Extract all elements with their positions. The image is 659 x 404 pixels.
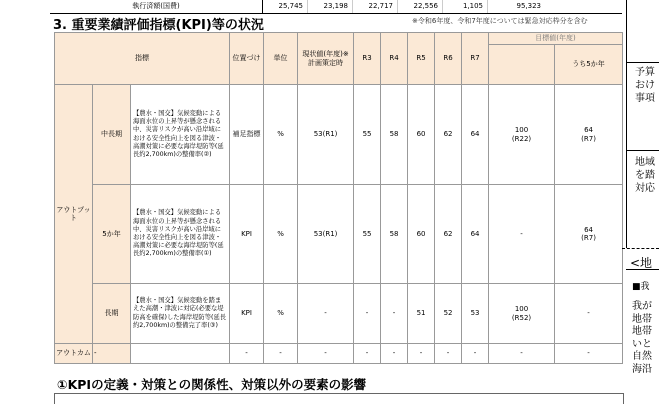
r6-cell: -	[435, 344, 462, 364]
kpi-definition-title: ①KPIの定義・対策との関係性、対策以外の要素の影響	[57, 377, 367, 392]
header-r4: R4	[381, 33, 408, 85]
five-year-cell: -	[555, 344, 623, 364]
expenditure-value: 23,198	[308, 0, 353, 13]
header-unit: 単位	[264, 33, 298, 85]
unit-cell: -	[264, 344, 298, 364]
expenditure-row	[50, 0, 622, 14]
expenditure-value: 1,105	[443, 0, 488, 13]
header-position: 位置づけ	[230, 33, 264, 85]
r7-cell: 64	[462, 85, 489, 185]
five-year-year: (R7)	[581, 134, 596, 143]
target-value: 100	[514, 126, 529, 134]
right-panel-heading-underline	[626, 269, 659, 270]
header-five-year: うち5か年	[555, 45, 623, 85]
five-year-year: (R7)	[581, 234, 596, 242]
right-panel-border	[626, 0, 627, 248]
target-cell	[489, 284, 555, 344]
expenditure-value: 25,745	[263, 0, 308, 13]
r7-cell: -	[462, 344, 489, 364]
current-cell: -	[298, 344, 354, 364]
position-cell: KPI	[230, 185, 264, 284]
period-cell: 中長期	[93, 85, 131, 185]
unit-cell: %	[264, 185, 298, 284]
header-indicator: 指標	[55, 33, 230, 85]
header-r6: R6	[435, 33, 462, 85]
right-panel-divider	[626, 62, 659, 63]
right-panel-heading: <地	[630, 256, 653, 270]
r7-cell: 53	[462, 284, 489, 344]
indicator-desc: 【農水・国交】気候変動による海面水位の上昇等が懸念される中、災害リスクが高い沿岸域における安全性向上を図る津波・高潮対策に必要な海岸堤防等(延長約2,700km)の整備率(①)	[131, 185, 230, 284]
current-cell: 53(R1)	[298, 185, 354, 284]
right-panel-divider	[626, 150, 659, 151]
current-cell: -	[298, 284, 354, 344]
table-row	[55, 284, 623, 344]
expenditure-value: 22,717	[353, 0, 398, 13]
right-panel-dashed-divider	[622, 248, 659, 249]
five-year-cell	[555, 185, 623, 284]
five-year-value: 64	[584, 126, 593, 134]
right-panel-bullet: ■我	[632, 282, 650, 292]
indicator-desc	[131, 344, 230, 364]
outcome-label: アウトカム	[55, 344, 93, 364]
period-cell: 5か年	[93, 185, 131, 284]
r5-cell: 60	[408, 185, 435, 284]
output-label: アウトプット	[55, 85, 93, 344]
indicator-desc: 【農水・国交】気候変動による海面水位の上昇等が懸念される中、災害リスクが高い沿岸域における安全性向上を図る津波・高潮対策に必要な海岸堤防等(延長約2,700km)の整備率(②)	[131, 85, 230, 185]
unit-cell: %	[264, 85, 298, 185]
header-current: 現状値(年度)※計画策定時	[298, 33, 354, 85]
position-cell: -	[230, 344, 264, 364]
five-year-value: 64	[584, 225, 593, 234]
r5-cell: -	[408, 344, 435, 364]
period-cell: -	[93, 344, 131, 364]
header-r3: R3	[354, 33, 381, 85]
r5-cell: 51	[408, 284, 435, 344]
r4-cell: -	[381, 344, 408, 364]
r3-cell: -	[354, 284, 381, 344]
right-panel-block-budget: 予算 おけ 事項	[635, 67, 655, 104]
position-cell: KPI	[230, 284, 264, 344]
indicator-desc: 【農水・国交】気候変動を踏まえた高潮・津波に対応(必要な堤防高を確保)した海岸堤防等(延長約2,700km)の整備完了率(③)	[131, 284, 230, 344]
r4-cell: -	[381, 284, 408, 344]
target-year: (R52)	[511, 313, 532, 322]
target-cell: -	[489, 344, 555, 364]
unit-cell: %	[264, 284, 298, 344]
target-cell: -	[489, 185, 555, 284]
kpi-definition-box	[54, 393, 624, 404]
r7-cell: 64	[462, 185, 489, 284]
position-cell: 補足指標	[230, 85, 264, 185]
r4-cell: 58	[381, 85, 408, 185]
kpi-table	[54, 32, 623, 364]
current-cell: 53(R1)	[298, 85, 354, 185]
header-r7: R7	[462, 33, 489, 85]
section-note: ※令和6年度、令和7年度については緊急対応枠分を含む	[412, 17, 588, 25]
r6-cell: 62	[435, 185, 462, 284]
right-panel-body: 我が 地帯 地帯 いと 自然 海沿	[632, 301, 652, 375]
target-value: 100	[514, 305, 529, 313]
period-cell: 長期	[93, 284, 131, 344]
expenditure-value: 22,556	[398, 0, 443, 13]
table-row	[55, 344, 623, 364]
r3-cell: 55	[354, 185, 381, 284]
right-panel-block-region: 地域 を踏 対応	[635, 157, 655, 194]
header-target: 目標値(年度)	[489, 33, 623, 45]
header-target-empty	[489, 45, 555, 85]
section-title: 3. 重要業績評価指標(KPI)等の状況	[53, 18, 264, 33]
five-year-cell	[555, 85, 623, 185]
target-cell	[489, 85, 555, 185]
r5-cell: 60	[408, 85, 435, 185]
r3-cell: 55	[354, 85, 381, 185]
expenditure-label: 執行済額(国費)	[50, 0, 263, 13]
expenditure-value: 95,323	[516, 2, 541, 10]
target-year: (R22)	[511, 134, 532, 143]
r6-cell: 52	[435, 284, 462, 344]
table-row	[55, 85, 623, 185]
r6-cell: 62	[435, 85, 462, 185]
r3-cell: -	[354, 344, 381, 364]
header-r5: R5	[408, 33, 435, 85]
table-row	[55, 185, 623, 284]
r4-cell: 58	[381, 185, 408, 284]
five-year-cell: -	[555, 284, 623, 344]
